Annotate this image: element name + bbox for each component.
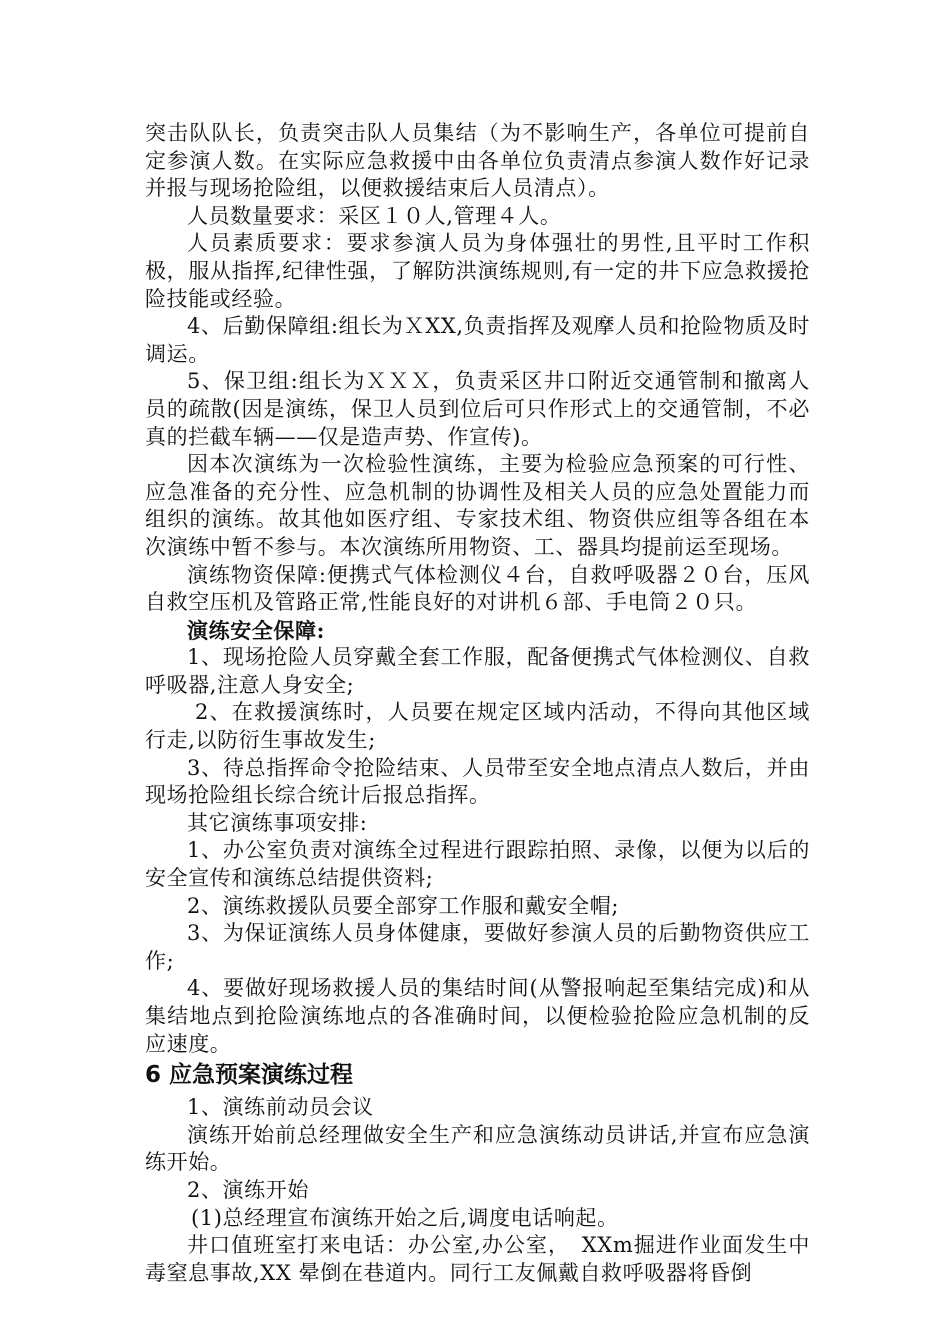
paragraph-security-group: 5、保卫组:组长为ＸＸＸ，负责采区井口附近交通管制和撤离人员的疏散(因是演练，保卫人员到位后可只作形式上的交通管制，不必真的拦截车辆——仅是造声势、作宣传)。 [145,369,810,449]
paragraph-other-2: 2、演练救援队员要全部穿工作服和戴安全帽; [187,893,620,918]
paragraph-step-1-body: 演练开始前总经理做安全生产和应急演练动员讲话,并宣布应急演练开始。 [145,1122,810,1175]
paragraph-logistics-group: 4、后勤保障组:组长为ＸXX,负责指挥及观摩人员和抢险物质及时调运。 [145,314,810,366]
paragraph-safety-2: 2、在救援演练时，人员要在规定区域内活动，不得向其他区域行走,以防衍生事故发生; [145,700,810,753]
paragraph-other-matters-title: 其它演练事项安排: [187,810,368,835]
paragraph-drill-purpose: 因本次演练为一次检验性演练，主要为检验应急预案的可行性、应急准备的充分性、应急机制的协调性及相关人员的应急处置能力而组织的演练。故其他如医疗组、专家技术组、物资供应组等各组在本次演练中暂不参与。本次演练所用物资、工、器具均提前运至现场。 [145,452,810,559]
paragraph-step-2-title: 2、演练开始 [187,1177,309,1202]
paragraph-personnel-quality: 人员素质要求：要求参演人员为身体强壮的男性,且平时工作积极，服从指挥,纪律性强，了解防洪演练规则,有一定的井下应急救援抢险技能或经验。 [145,231,810,311]
paragraph-personnel-count: 人员数量要求：采区１０人,管理４人。 [187,203,562,228]
section-heading-drill-process: 6 应急预案演练过程 [145,1062,354,1089]
paragraph-safety-title: 演练安全保障: [187,617,325,643]
paragraph-phone-call: 井口值班室打来电话：办公室,办公室， XXm掘进作业面发生中毒窒息事故,XX 晕倒在巷道内。同行工友佩戴自救呼吸器将昏倒 [145,1233,810,1285]
paragraph-safety-3: 3、待总指挥命令抢险结束、人员带至安全地点清点人数后，并由现场抢险组长综合统计后报总指挥。 [145,755,810,808]
paragraph-step-2-sub-1: (1)总经理宣布演练开始之后,调度电话响起。 [191,1205,619,1230]
paragraph-other-4: 4、要做好现场救援人员的集结时间(从警报响起至集结完成)和从集结地点到抢险演练地点的各准确时间，以便检验抢险应急机制的反应速度。 [145,976,810,1056]
paragraph-step-1-title: 1、演练前动员会议 [187,1095,374,1120]
paragraph-materials: 演练物资保障:便携式气体检测仪４台，自救呼吸器２０台，压风自救空压机及管路正常,性能良好的对讲机６部、手电筒２０只。 [145,562,810,615]
paragraph-other-3: 3、为保证演练人员身体健康，要做好参演人员的后勤物资供应工作; [145,921,810,973]
paragraph-assault-team-leader: 突击队队长，负责突击队人员集结（为不影响生产，各单位可提前自定参演人数。在实际应急救援中由各单位负责清点参演人数作好记录并报与现场抢险组，以便救援结束后人员清点）。 [145,121,810,201]
paragraph-other-1: 1、办公室负责对演练全过程进行跟踪拍照、录像，以便为以后的安全宣传和演练总结提供资料; [145,838,810,891]
document-page [145,120,810,1287]
paragraph-safety-1: 1、现场抢险人员穿戴全套工作服，配备便携式气体检测仪、自救呼吸器,注意人身安全; [145,645,810,697]
